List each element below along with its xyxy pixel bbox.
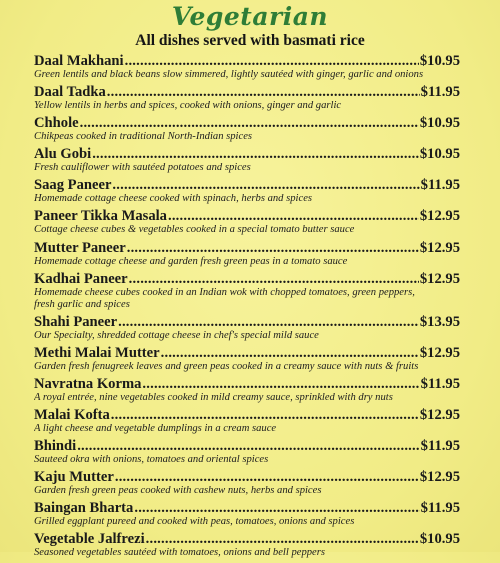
dot-leader (168, 208, 419, 224)
dish-price: $11.95 (420, 438, 460, 455)
dot-leader (129, 271, 419, 287)
menu-item (34, 438, 460, 466)
dish-price: $13.95 (419, 313, 460, 330)
menu-item (34, 469, 460, 497)
dot-leader (112, 177, 419, 193)
dish-description-line: Homemade cottage cheese cooked with spinach, herbs and spices (34, 193, 313, 205)
menu-item (34, 84, 460, 112)
menu-item (34, 407, 460, 435)
menu-item-line (34, 314, 460, 330)
menu-item-line (34, 531, 460, 547)
dot-leader (92, 146, 419, 162)
dish-description-line: Yellow lentils in herbs and spices, cooked with onions, ginger and garlic (34, 100, 342, 112)
dish-price: $10.95 (419, 53, 460, 69)
dot-leader (134, 500, 419, 516)
dish-description (34, 361, 460, 373)
dot-leader (146, 531, 419, 547)
dish-description-line: Chikpeas cooked in traditional North-Indian spices (34, 131, 253, 143)
menu-item (34, 146, 460, 174)
dish-description (34, 330, 460, 342)
dish-price: $11.95 (420, 375, 460, 392)
dish-description-line: Garden fresh green peas cooked with cashew nuts, herbs and spices (34, 485, 322, 497)
dish-name: Daal Tadka (34, 84, 106, 101)
dish-name: Mutter Paneer (34, 239, 126, 256)
dish-price: $12.95 (419, 469, 460, 486)
dish-price: $11.95 (420, 177, 460, 194)
dish-description (34, 131, 460, 143)
dish-description (34, 485, 460, 497)
dish-name: Navratna Korma (34, 375, 142, 392)
dish-name: Saag Paneer (34, 177, 112, 194)
menu-item-line (34, 240, 460, 256)
dish-description (34, 516, 460, 528)
section-subtitle: All dishes served with basmati rice (135, 32, 365, 49)
dish-name: Kaju Mutter (34, 469, 114, 486)
menu-item (34, 314, 460, 342)
menu-item (34, 208, 460, 236)
menu-item-line (34, 376, 460, 392)
dish-description (34, 392, 460, 404)
dish-name: Bhindi (34, 438, 77, 455)
menu-item (34, 177, 460, 205)
menu-item (34, 531, 460, 559)
dish-description-line: Garden fresh fenugreek leaves and green peas cooked in a creamy sauce with nuts & fruits (34, 360, 419, 372)
dot-leader (118, 314, 419, 330)
dot-leader (115, 469, 419, 485)
menu-item-line (34, 53, 460, 69)
dish-price: $11.95 (420, 500, 460, 517)
menu-item (34, 240, 460, 268)
menu-item-line (34, 208, 460, 224)
dot-leader (127, 240, 419, 256)
dish-price: $10.95 (419, 146, 460, 163)
menu-item (34, 500, 460, 528)
dish-price: $12.95 (419, 239, 460, 256)
dot-leader (80, 115, 419, 131)
dish-description (34, 256, 460, 268)
dish-name: Kadhai Paneer (34, 270, 128, 287)
dish-description-line: Fresh cauliflower with sautéed potatoes and spices (34, 162, 251, 174)
dish-description-line: Grilled eggplant pureed and cooked with peas, tomatoes, onions and spices (34, 516, 355, 528)
dot-leader (111, 407, 419, 423)
dish-description (34, 547, 460, 559)
menu-item-line (34, 146, 460, 162)
menu-item-line (34, 469, 460, 485)
dish-description-line: Sauteed okra with onions, tomatoes and oriental spices (34, 454, 269, 466)
dish-price: $12.95 (419, 407, 460, 424)
dish-name: Vegetable Jalfrezi (34, 531, 145, 548)
dish-description-line: Our Specialty, shredded cottage cheese in chef's special mild sauce (34, 329, 319, 341)
menu-item (34, 345, 460, 373)
dish-description (34, 193, 460, 205)
dot-leader (125, 53, 419, 69)
menu-item (34, 376, 460, 404)
dish-description (34, 162, 460, 174)
dish-price: $12.95 (419, 344, 460, 361)
dish-description-line: Seasoned vegetables sautéed with tomatoes, onions and bell peppers (34, 547, 325, 559)
menu-item-line (34, 177, 460, 193)
dish-name: Methi Malai Mutter (34, 344, 160, 361)
dish-name: Malai Kofta (34, 407, 110, 424)
menu-item-line (34, 115, 460, 131)
dish-description-line: Cottage cheese cubes & vegetables cooked in a special tomato butter sauce (34, 224, 355, 236)
dish-description (34, 100, 460, 112)
dish-price: $12.95 (419, 270, 460, 287)
section-title: Vegetarian (171, 2, 329, 31)
dish-description-line: A royal entrée, nine vegetables cooked in mild creamy sauce, sprinkled with dry nuts (34, 391, 393, 403)
dot-leader (142, 376, 419, 392)
menu-item-line (34, 438, 460, 454)
menu-item (34, 271, 460, 311)
dish-description (34, 69, 460, 81)
dish-description-line: Homemade cottage cheese and garden fresh green peas in a tomato sauce (34, 255, 348, 267)
menu-item-line (34, 84, 460, 100)
dish-name: Paneer Tikka Masala (34, 208, 167, 225)
dish-price: $10.95 (419, 531, 460, 548)
menu-list (34, 53, 460, 563)
menu-item-line (34, 345, 460, 361)
dish-price: $10.95 (419, 115, 460, 132)
menu-item (34, 53, 460, 81)
dish-name: Chhole (34, 115, 79, 132)
menu-item-line (34, 500, 460, 516)
dot-leader (161, 345, 419, 361)
menu-item-line (34, 271, 460, 287)
dish-description-line: Green lentils and black beans slow simmered, lightly sautéed with ginger, garlic and onions (34, 69, 424, 80)
dish-price: $12.95 (419, 208, 460, 225)
menu-item-line (34, 407, 460, 423)
dish-name: Shahi Paneer (34, 313, 118, 330)
dish-description (34, 423, 460, 435)
menu-item (34, 115, 460, 143)
dish-name: Alu Gobi (34, 146, 92, 163)
dish-name: Daal Makhani (34, 53, 124, 69)
dish-description-line: fresh garlic and spices (34, 298, 130, 310)
dot-leader (107, 84, 420, 100)
dish-description (34, 287, 460, 311)
dish-price: $11.95 (420, 84, 460, 101)
dish-description-line: A light cheese and vegetable dumplings in a cream sauce (34, 423, 277, 435)
dish-description (34, 224, 460, 236)
dot-leader (77, 438, 419, 454)
dish-description-line: Homemade cheese cubes cooked in an Indian wok with chopped tomatoes, green peppers, (34, 286, 415, 298)
dish-description (34, 454, 460, 466)
dish-name: Baingan Bharta (34, 500, 134, 517)
